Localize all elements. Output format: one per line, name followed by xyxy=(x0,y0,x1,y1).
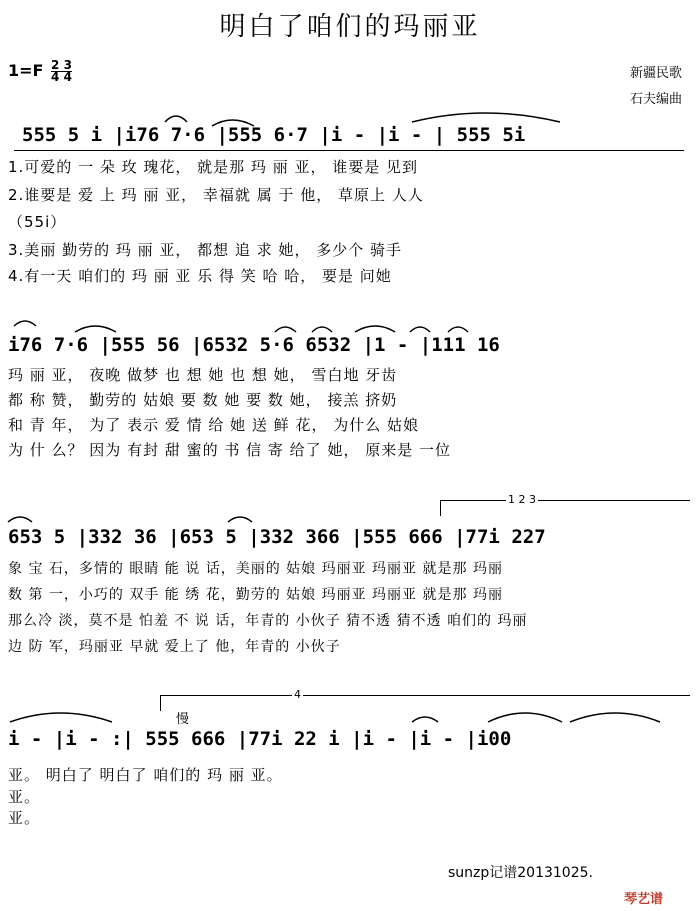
key-label: 1=F xyxy=(8,61,44,80)
system-3-notes: 653 5 |332 36 |653 5 |332 366 |555 666 |77i 227 xyxy=(8,526,546,548)
volta-2-hook xyxy=(160,695,161,711)
system-1-notes: 555 5 i |i76 7·6 |555 6·7 |i - |i - | 555 5i xyxy=(22,124,526,146)
volta-1-bracket xyxy=(440,500,690,501)
system-3-lyric-3: 那么冷 淡，莫不是 怕羞 不 说 话，年青的 小伙子 猜不透 猜不透 咱们的 玛丽 xyxy=(8,613,528,629)
watermark-logo: 琴艺谱 xyxy=(624,892,664,907)
volta-2-label: 4 xyxy=(294,688,301,701)
system-2-lyric-4: 为 什 么？ 因为 有封 甜 蜜的 书 信 寄 给了 她， 原来是 一位 xyxy=(8,441,451,459)
system-1-lyric-variant: （55i） xyxy=(8,213,67,231)
time-sig-bottom: 4 4 xyxy=(51,70,72,84)
system-2-lyric-2: 都 称 赞， 勤劳的 姑娘 要 数 她 要 数 她， 接羔 挤奶 xyxy=(8,391,398,409)
system-3-lyric-1: 象 宝 石，多情的 眼睛 能 说 话，美丽的 姑娘 玛丽亚 玛丽亚 就是那 玛丽 xyxy=(8,561,503,577)
system-1-lyric-3: 3.美丽 勤劳的 玛 丽 亚， 都想 追 求 她， 多少个 骑手 xyxy=(8,241,402,259)
system-2-lyric-3: 和 青 年， 为了 表示 爱 情 给 她 送 鲜 花， 为什么 姑娘 xyxy=(8,416,419,434)
volta-2-bracket xyxy=(160,695,690,696)
system-4-lyric-3: 亚。 xyxy=(8,809,41,827)
system-4-notes: i - |i - :| 555 666 |77i 22 i |i - |i - |i00 xyxy=(8,728,512,750)
page-title: 明白了咱们的玛丽亚 xyxy=(219,12,481,42)
system-2-lyric-1: 玛 丽 亚， 夜晚 做梦 也 想 她 也 想 她， 雪白地 牙齿 xyxy=(8,366,398,384)
system-1-lyric-2: 2.谁要是 爱 上 玛 丽 亚， 幸福就 属 于 他， 草原上 人人 xyxy=(8,186,424,204)
volta-1-hook xyxy=(440,500,441,516)
time-sig-top: 2 3 xyxy=(51,58,72,72)
system-1-lyric-1: 1.可爱的 一 朵 玫 瑰花， 就是那 玛 丽 亚， 谁要是 见到 xyxy=(8,158,418,176)
volta-1-label: 1 2 3 xyxy=(508,493,536,506)
tempo-mark: 慢 xyxy=(176,712,190,727)
system-4-lyric-1: 亚。 明白了 明白了 咱们的 玛 丽 亚。 xyxy=(8,766,283,784)
system-1-lyric-4: 4.有一天 咱们的 玛 丽 亚 乐 得 笑 哈 哈， 要是 问她 xyxy=(8,267,392,285)
system-3-lyric-2: 数 第 一，小巧的 双手 能 绣 花，勤劳的 姑娘 玛丽亚 玛丽亚 就是那 玛丽 xyxy=(8,587,503,603)
arranger-label: 石夫编曲 xyxy=(629,92,682,107)
genre-label: 新疆民歌 xyxy=(629,66,682,81)
system-4-lyric-2: 亚。 xyxy=(8,788,41,806)
system-1-divider xyxy=(14,150,684,151)
system-2-notes: i76 7·6 |555 56 |6532 5·6 6532 |1 - |111 16 xyxy=(8,334,500,356)
system-3-lyric-4: 边 防 军，玛丽亚 早就 爱上了 他，年青的 小伙子 xyxy=(8,639,341,655)
transcriber-credit: sunzp记谱20131025. xyxy=(448,865,593,881)
